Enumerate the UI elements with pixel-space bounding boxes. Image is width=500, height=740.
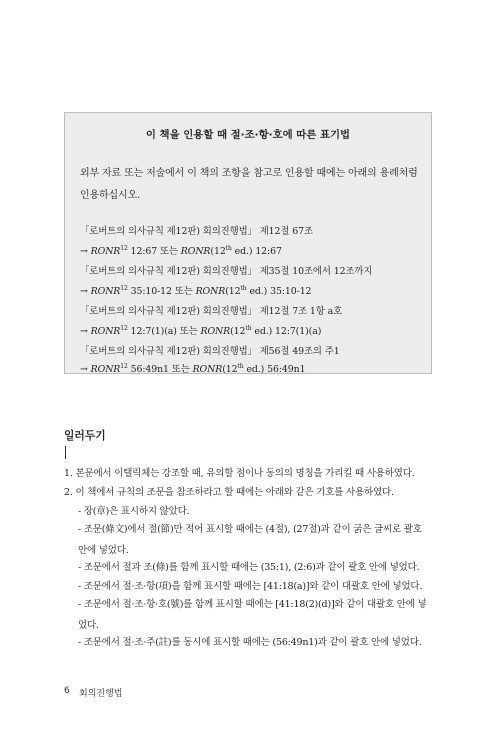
example-source-2: 「로버트의 의사규칙 제12판) 회의진행법」 제35절 10조에서 12조까지 (80, 266, 373, 277)
note-item-8: - 조문에서 절·조·주(註)를 동시에 표시할 때에는 (56:49n1)과 같이 괄호 안에 넣었다. (78, 637, 422, 648)
note-item-2: 2. 이 책에서 규칙의 조문을 참조하라고 할 때에는 아래와 같은 기호를 사용하였다. (64, 487, 394, 498)
note-item-4: - 조문(條文)에서 절(節)만 적어 표시할 때에는 (4절), (27절)과 같이 굵은 글씨로 괄호 안에 넣었다. (78, 524, 422, 556)
example-abbr-4: → RONR$^{12}$ 56:49n1 또는 RONR(12th ed.) 56:49n1 (80, 363, 306, 375)
example-abbr-2: → RONR$^{12}$ 35:10-12 또는 RONR(12th ed.) 35:10-12 (80, 285, 312, 297)
box-intro: 외부 자료 또는 저술에서 이 책의 조항을 참고로 인용할 때에는 아래의 용례처럼 인용하십시오. (80, 168, 418, 201)
running-footer-title: 회의진행법 (79, 689, 123, 699)
note-item-5: - 조문에서 절과 조(條)를 함께 표시할 때에는 (35:1), (2:6)과 같이 괄호 안에 넣었다. (78, 562, 420, 573)
note-item-3: - 장(章)은 표시하지 않았다. (78, 506, 190, 517)
example-source-4: 「로버트의 의사규칙 제12판) 회의진행법」 제56절 49조의 주1 (80, 346, 340, 357)
note-item-7: - 조문에서 절·조·항·호(號)를 함께 표시할 때에는 [41:18(2)(d)]와 같이 대괄호 안에 넣었다. (78, 599, 427, 631)
example-abbr-3: → RONR$^{12}$ 12:7(1)(a) 또는 RONR(12th ed.) 12:7(1)(a) (80, 325, 322, 337)
notes-heading: 일러두기 (64, 429, 106, 442)
citation-notation-box (64, 112, 432, 374)
box-title: 이 책을 인용할 때 절·조·항·호에 따른 표기법 (145, 129, 351, 141)
example-abbr-1: → RONR$^{12}$ 12:67 또는 RONR(12th ed.) 12:67 (80, 245, 282, 257)
example-source-3: 「로버트의 의사규칙 제12판) 회의진행법」 제12절 7조 1항 a호 (80, 306, 343, 317)
example-source-1: 「로버트의 의사규칙 제12판) 회의진행법」 제12절 67조 (80, 226, 313, 237)
note-item-1: 1. 본문에서 이탤릭체는 강조할 때, 유의할 점이나 동의의 명칭을 가리킬 때 사용하였다. (64, 468, 415, 479)
notes-heading-bar (65, 446, 66, 459)
page-number: 6 (64, 686, 70, 696)
note-item-6: - 조문에서 절·조·항(項)을 함께 표시할 때에는 [41:18(a)]와 같이 대괄호 안에 넣었다. (78, 581, 423, 592)
